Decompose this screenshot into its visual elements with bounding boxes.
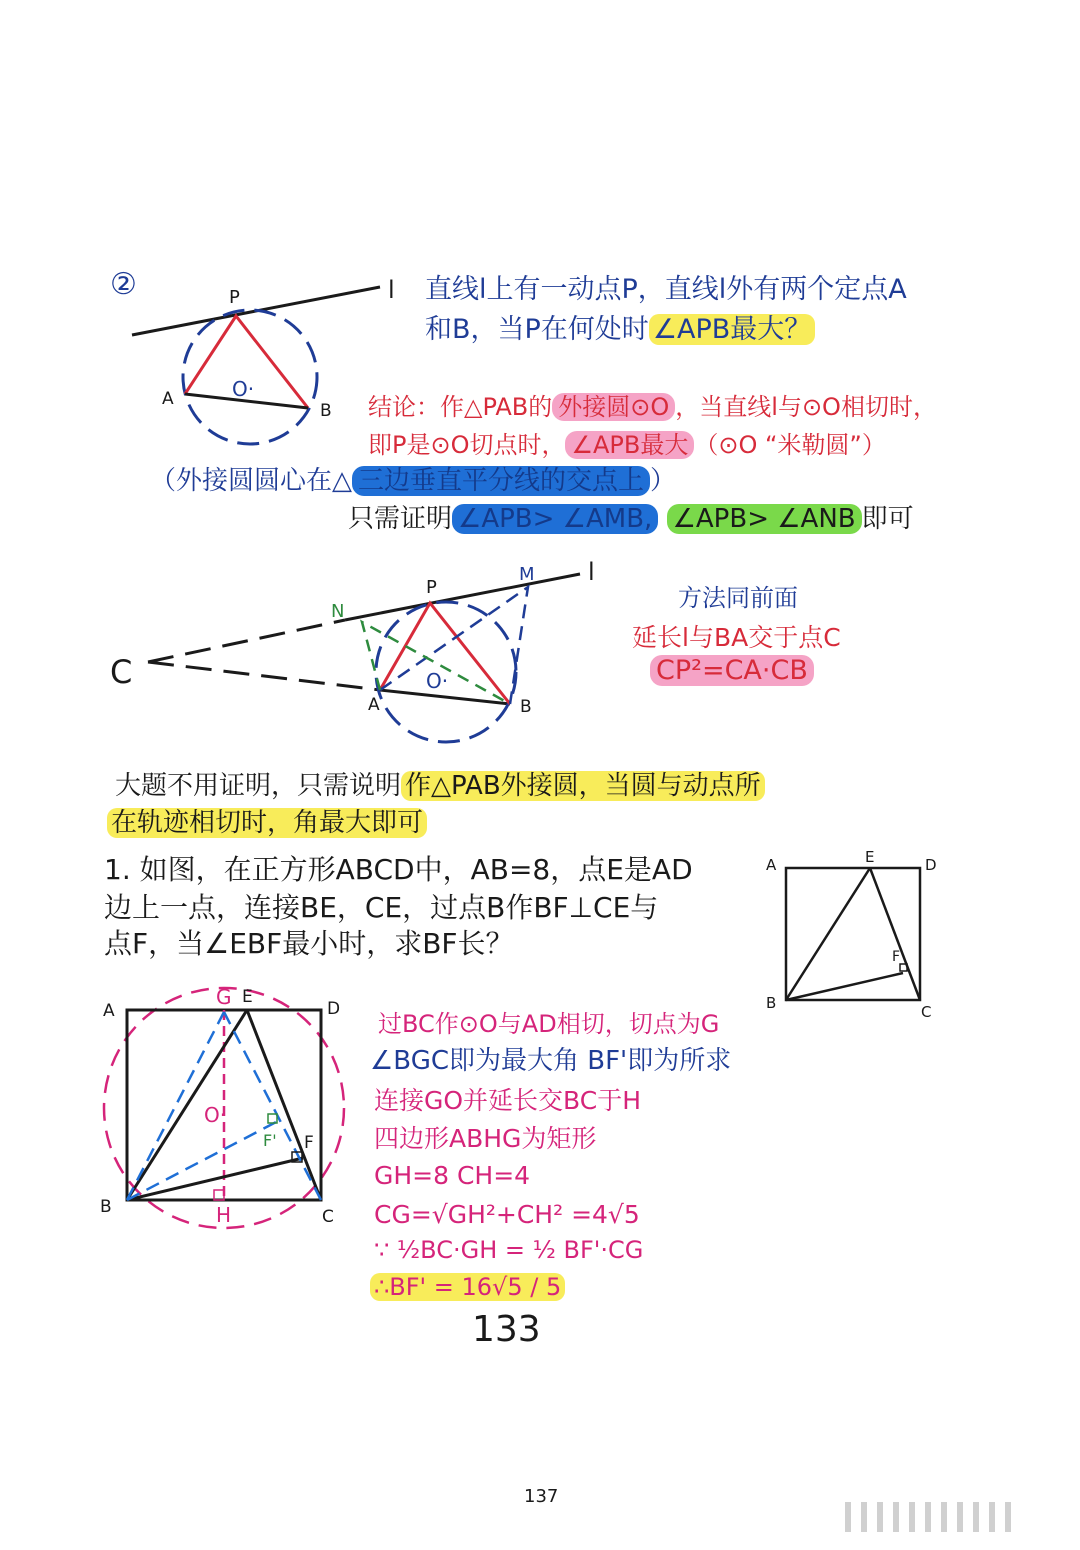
method-formula-highlight: CP²=CA·CB <box>650 655 814 686</box>
solution-step-8-highlight: ∴BF' = 16√5 / 5 <box>370 1273 565 1301</box>
label-N: N <box>331 601 345 622</box>
handwritten-page-number: 133 <box>472 1309 541 1350</box>
conclusion-line-1-a: 结论：作△PAB的 <box>368 393 553 421</box>
label-D-large: D <box>327 999 341 1019</box>
label-F-prime: F' <box>263 1131 277 1150</box>
label-B-2: B <box>520 697 532 717</box>
label-C: C <box>110 653 133 691</box>
proof-c-highlight: ∠APB> ∠ANB <box>667 504 862 534</box>
label-D-small: D <box>925 856 937 874</box>
conclusion-line-1-c: ，当直线l与⊙O相切时， <box>675 393 937 421</box>
label-H: H <box>216 1203 232 1227</box>
page-number: 137 <box>524 1486 559 1507</box>
summary-a: 大题不用证明，只需说明 <box>115 771 402 801</box>
figure-3 <box>766 848 937 1021</box>
summary-b-highlight: 作△PAB外接圆，当圆与动点所 <box>401 771 765 801</box>
segment-BE-small <box>786 868 870 1000</box>
circumcenter-note-c: ） <box>650 466 677 496</box>
proof-b-highlight: ∠APB> ∠AMB, <box>452 504 658 534</box>
label-A: A <box>162 389 174 409</box>
label-E-small: E <box>865 848 875 866</box>
segment-CE-large <box>247 1010 321 1200</box>
label-B-large: B <box>100 1197 112 1217</box>
figure-4 <box>100 985 344 1228</box>
circumcenter-note-a: （外接圆圆心在△ <box>150 466 352 496</box>
label-O: O· <box>232 377 255 401</box>
problem-line-1: 直线l上有一动点P，直线l外有两个定点A <box>425 274 907 305</box>
conclusion-line-2-a: 即P是⊙O切点时， <box>368 431 566 459</box>
label-P: P <box>229 287 240 308</box>
square-small <box>786 868 920 1000</box>
label-F-small: F <box>892 949 901 965</box>
solution-step-1: 过BC作⊙O与AD相切，切点为G <box>378 1010 720 1038</box>
label-F-large: F <box>304 1133 314 1153</box>
method-line-1: 方法同前面 <box>678 584 798 612</box>
solution-step-4: 四边形ABHG为矩形 <box>374 1124 597 1153</box>
label-G: G <box>216 985 232 1009</box>
conclusion-line-1-highlight: 外接圆⊙O <box>552 393 675 421</box>
segment-CE-small <box>870 868 920 1000</box>
extension-lower <box>148 662 380 690</box>
label-B-small: B <box>766 994 777 1012</box>
problem-line-2-a: 和B，当P在何处时 <box>425 314 649 345</box>
label-C-large: C <box>322 1207 334 1227</box>
solution-step-7: ∵ ½BC·GH = ½ BF'·CG <box>374 1236 644 1264</box>
problem-line-2-highlight: ∠APB最大？ <box>649 314 815 345</box>
line-l-2 <box>345 574 580 620</box>
problem1-line-2: 边上一点，连接BE，CE，过点B作BF⊥CE与 <box>104 891 659 924</box>
figure-2 <box>110 558 595 742</box>
circumcenter-note-highlight: 三边垂直平分线的交点上 <box>352 466 650 496</box>
extension-upper <box>148 620 345 662</box>
label-O-2: O· <box>426 669 449 693</box>
summary-c-highlight: 在轨迹相切时，角最大即可 <box>107 808 427 838</box>
solution-step-3: 连接GO并延长交BC于H <box>374 1086 642 1115</box>
segment-CG-dashed <box>224 1012 321 1200</box>
proof-a: 只需证明 <box>348 504 453 534</box>
label-M: M <box>519 564 535 585</box>
label-l-2: l <box>588 558 595 586</box>
proof-d: 即可 <box>861 504 914 534</box>
label-A-2: A <box>368 695 380 715</box>
label-A-small: A <box>766 856 777 874</box>
label-P-2: P <box>426 577 437 598</box>
method-line-2: 延长l与BA交于点C <box>632 623 841 652</box>
label-O-large: O· <box>204 1103 227 1127</box>
problem1-line-1: 1. 如图，在正方形ABCD中，AB=8，点E是AD <box>104 853 693 886</box>
solution-step-5: GH=8 CH=4 <box>374 1161 531 1190</box>
conclusion-line-2-highlight: ∠APB最大 <box>565 431 694 459</box>
problem1-line-3: 点F，当∠EBF最小时，求BF长？ <box>104 927 514 960</box>
conclusion-line-2-c: （⊙O “米勒圆”） <box>694 431 886 459</box>
label-A-large: A <box>103 1001 115 1021</box>
figure-1 <box>132 276 395 444</box>
segment-BF-large <box>127 1158 303 1200</box>
label-B: B <box>320 401 332 421</box>
solution-step-2: ∠BGC即为最大角 BF'即为所求 <box>370 1046 732 1076</box>
triangle-MAB <box>380 587 528 704</box>
section-number: ② <box>110 267 137 302</box>
segment-BF-small <box>786 973 903 1000</box>
label-E-large: E <box>242 987 253 1007</box>
right-angle-mark-Fprime <box>268 1114 277 1123</box>
solution-step-6: CG=√GH²+CH² =4√5 <box>374 1200 640 1229</box>
segment-BE-large <box>127 1010 247 1200</box>
label-l: l <box>388 276 395 304</box>
label-C-small: C <box>921 1003 932 1021</box>
segment-BF-prime-dashed <box>127 1120 280 1200</box>
